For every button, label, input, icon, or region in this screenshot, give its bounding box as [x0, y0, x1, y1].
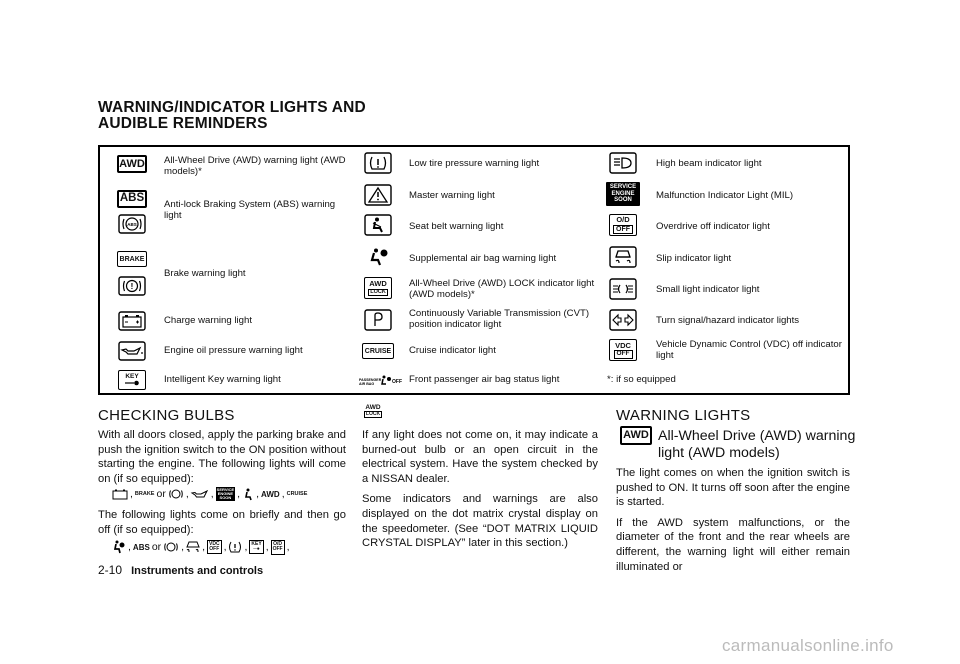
section-name: Instruments and controls	[131, 565, 264, 577]
svg-text:ABS: ABS	[127, 222, 137, 227]
table-label: Continuously Variable Transmission (CVT) position indicator light	[409, 307, 590, 330]
key-warning-icon: KEY	[116, 369, 148, 391]
airbag-icon	[112, 540, 126, 554]
oil-can-icon	[191, 489, 209, 499]
svg-text:OFF: OFF	[392, 379, 402, 385]
page-title: WARNING/INDICATOR LIGHTS AND AUDIBLE REMINDERS	[98, 99, 366, 132]
abs-text: ABS	[132, 542, 150, 552]
cruise-icon: CRUISE	[362, 340, 394, 362]
awd-text: AWD	[261, 489, 280, 499]
middle-text: If any light does not come on, it may indicate a burned-out bulb or an open circuit in the electrical system. Have the system checked by a NISSAN dealer. Some indicators and warnings are also displayed on the dot matrix crystal display on the speedometer. (See “DOT MATRIX LIQUID CRYSTAL DISPLAY” later in this section.)	[362, 429, 598, 550]
battery-icon	[112, 489, 128, 500]
tire-pressure-icon	[362, 151, 394, 175]
footnote: *: if so equipped	[607, 374, 676, 386]
table-label: Anti-lock Braking System (ABS) warning light	[164, 198, 336, 221]
table-label: Slip indicator light	[656, 253, 732, 265]
table-label: Cruise indicator light	[409, 345, 496, 357]
turn-signal-icon	[607, 308, 639, 332]
awd-lock-icon: AWD LOCK	[362, 275, 394, 301]
abs-circle-icon	[116, 213, 148, 235]
battery-icon	[116, 310, 148, 332]
table-label: Overdrive off indicator light	[656, 221, 770, 233]
table-label: Small light indicator light	[656, 284, 760, 296]
high-beam-icon	[607, 151, 639, 175]
brake-text: BRAKE	[134, 491, 155, 497]
table-label: All-Wheel Drive (AWD) warning light (AWD models)*	[164, 154, 346, 177]
vdc-off-icon: VDC OFF	[607, 338, 639, 362]
table-label: High beam indicator light	[656, 158, 762, 170]
svg-text:!: !	[130, 282, 134, 291]
page-number: 2-10	[98, 563, 123, 577]
warning-lights-heading: WARNING LIGHTS	[616, 407, 751, 424]
airbag-icon	[362, 245, 394, 269]
awd-lock-icon: AWD LOCK	[365, 404, 381, 417]
oil-can-icon	[116, 340, 148, 362]
awd-warning-icon: AWD	[116, 153, 148, 175]
service-engine-soon-icon: SERVICE ENGINE SOON	[605, 181, 641, 207]
od-off-icon: O/D OFF	[607, 213, 639, 237]
cvt-position-icon	[362, 308, 394, 332]
key-icon: KEY ─●	[251, 541, 262, 552]
small-light-icon	[607, 277, 639, 301]
service-engine-soon-icon: SERVICE ENGINE SOON	[216, 486, 235, 501]
vdc-off-icon: VDC OFF	[209, 541, 220, 552]
lights-on-icons: , BRAKE or , , SERVICE ENGINE SOON , , AWD , CRUISE	[112, 484, 352, 504]
svg-text:AIR BAG: AIR BAG	[359, 382, 375, 386]
table-label: Front passenger air bag status light	[409, 374, 560, 386]
awd-subheading: All-Wheel Drive (AWD) warning light (AWD models)	[658, 428, 856, 461]
master-warning-icon	[362, 183, 394, 207]
table-label: Vehicle Dynamic Control (VDC) off indicator light	[656, 338, 842, 361]
svg-text:PASSENGER: PASSENGER	[359, 378, 382, 382]
checking-bulbs-text-2: The following lights come on briefly and then go off (if so equipped):	[98, 509, 346, 536]
table-label: Malfunction Indicator Light (MIL)	[656, 190, 794, 202]
awd-badge-icon: AWD	[620, 426, 652, 446]
table-label: Brake warning light	[164, 268, 246, 280]
table-label: All-Wheel Drive (AWD) LOCK indicator light (AWD models)*	[409, 277, 595, 300]
table-label: Turn signal/hazard indicator lights	[656, 315, 800, 327]
brake-warning-icon: BRAKE	[116, 249, 148, 269]
slip-icon	[186, 541, 200, 553]
table-label: Intelligent Key warning light	[164, 374, 281, 386]
slip-icon	[607, 245, 639, 269]
indicator-table	[98, 145, 850, 395]
seat-belt-icon	[242, 488, 254, 501]
brake-circle-icon	[116, 275, 148, 297]
warning-text: The light comes on when the ignition switch is pushed to ON. It turns off soon after the engine is started. If the AWD system malfunctions, or the diameter of the front and the rear wheels are different, the warning light will either remain illuminated or	[616, 467, 850, 573]
checking-bulbs-text: With all doors closed, apply the parking brake and push the ignition switch to the ON position without starting the engine. The following lights will come on (if so equipped):	[98, 429, 346, 485]
table-label: Seat belt warning light	[409, 221, 504, 233]
lights-brief-icons: , ABS or , , VDC OFF , , KEY ─● , O/D OFF ,	[112, 537, 352, 557]
page-footer	[98, 563, 263, 577]
watermark: carmanualsonline.info	[722, 636, 894, 655]
seat-belt-icon	[362, 213, 394, 237]
abs-circle-icon	[163, 541, 179, 553]
checking-bulbs-heading: CHECKING BULBS	[98, 407, 235, 424]
abs-warning-icon: ABS	[116, 189, 148, 209]
table-label: Supplemental air bag warning light	[409, 253, 557, 265]
od-off-icon: O/D OFF	[271, 540, 285, 555]
table-label: Low tire pressure warning light	[409, 158, 540, 170]
tire-pressure-icon	[228, 541, 242, 553]
brake-circle-icon	[168, 488, 184, 500]
table-label: Engine oil pressure warning light	[164, 345, 303, 357]
cruise-text: CRUISE	[286, 491, 308, 497]
table-label: Master warning light	[409, 190, 495, 202]
table-label: Charge warning light	[164, 315, 252, 327]
passenger-airbag-status-icon	[358, 370, 402, 390]
